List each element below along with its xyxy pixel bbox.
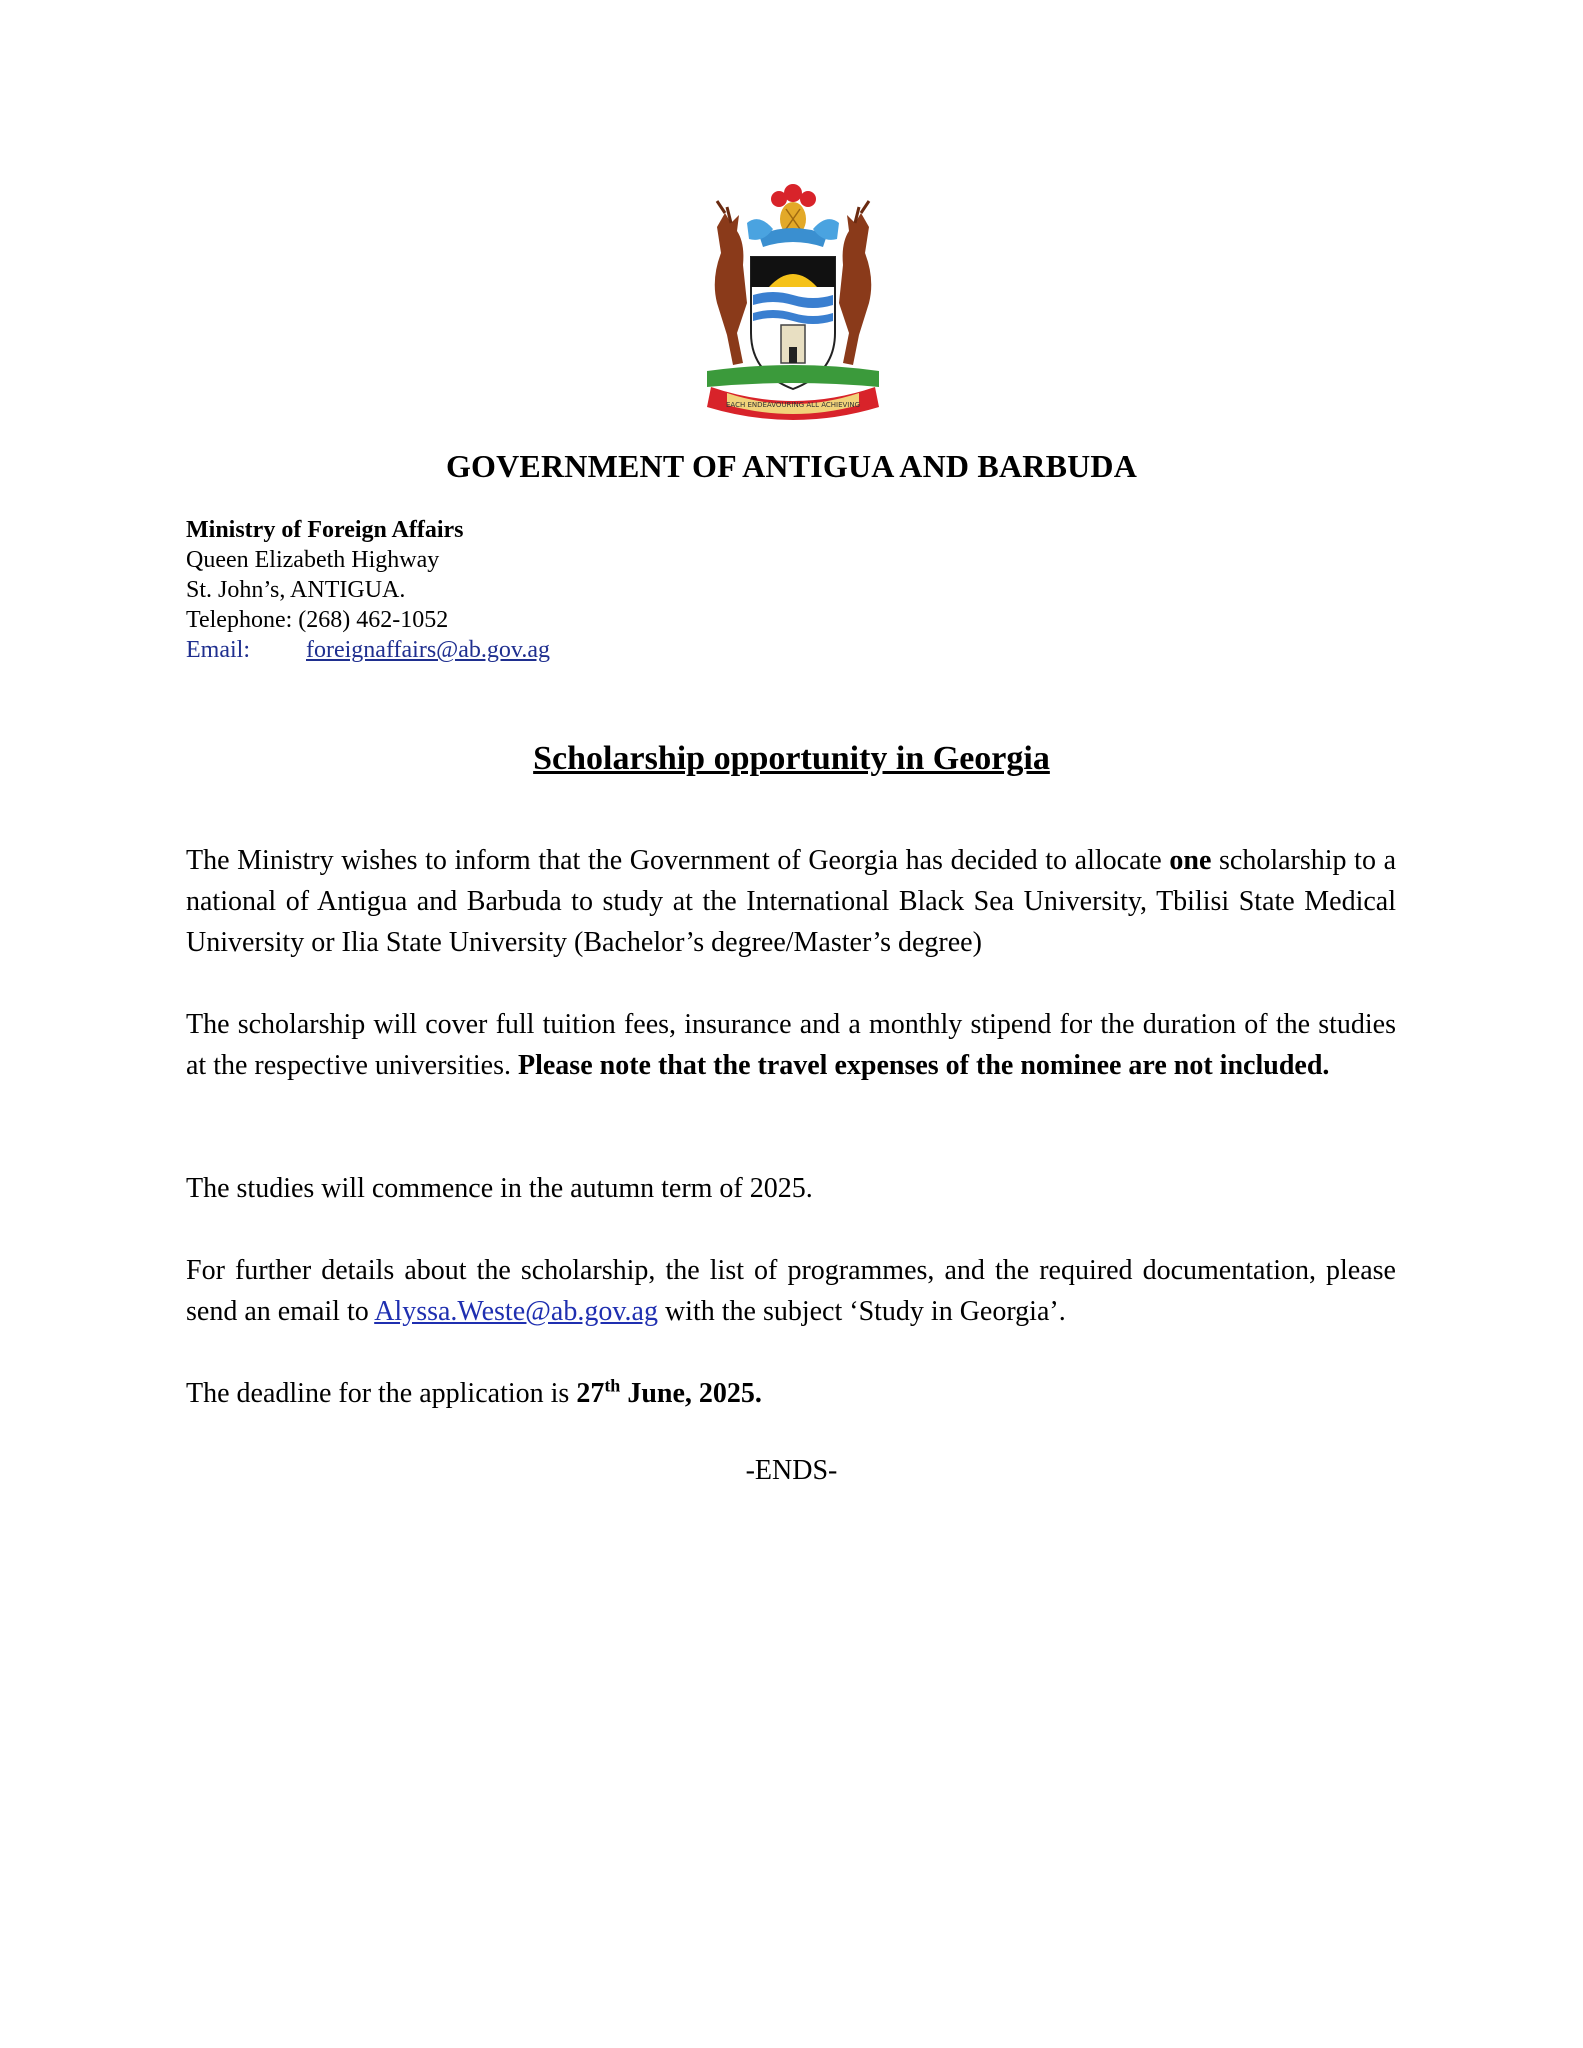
coat-of-arms-icon <box>687 183 899 423</box>
ministry-name: Ministry of Foreign Affairs <box>186 517 464 543</box>
paragraph-contact <box>186 1250 1396 1332</box>
ministry-address <box>186 515 550 665</box>
address-telephone: Telephone: (268) 462-1052 <box>186 607 449 633</box>
emphasis-text: one <box>1169 845 1212 876</box>
contact-email-link[interactable]: Alyssa.Weste@ab.gov.ag <box>374 1296 658 1327</box>
deadline-month-year: June, 2025. <box>620 1378 762 1409</box>
emphasis-text: Please note that the travel expenses of the nominee are not included. <box>518 1050 1330 1081</box>
address-street: Queen Elizabeth Highway <box>186 547 440 573</box>
svg-text:EACH ENDEAVOURING ALL ACHIEVI: EACH ENDEAVOURING ALL ACHIEVING <box>725 401 861 409</box>
paragraph-text: The scholarship will cover full tuition fees, insurance and a monthly stipend for the duration of the studies at the respective universities. <box>186 1009 1396 1081</box>
email-label: Email: <box>186 637 250 663</box>
deadline-day: 27 <box>576 1378 605 1409</box>
paragraph-text: The Ministry wishes to inform that the Government of Georgia has decided to allocate <box>186 845 1170 876</box>
paragraph-text: with the subject ‘Study in Georgia’. <box>657 1296 1066 1327</box>
ministry-email-link[interactable]: foreignaffairs@ab.gov.ag <box>306 637 551 663</box>
paragraph-allocation <box>186 840 1396 963</box>
address-email-row <box>186 635 550 665</box>
document-title: Scholarship opportunity in Georgia <box>533 740 1050 777</box>
government-title: GOVERNMENT OF ANTIGUA AND BARBUDA <box>445 448 1138 484</box>
deadline-date <box>576 1375 762 1409</box>
paragraph-deadline <box>186 1373 1396 1414</box>
address-city: St. John’s, ANTIGUA. <box>186 577 406 603</box>
paragraph-text: The deadline for the application is <box>186 1378 577 1409</box>
paragraph-commencement: The studies will commence in the autumn term of 2025. <box>186 1173 813 1204</box>
ends-marker: -ENDS- <box>745 1455 838 1486</box>
paragraph-text: For further details about the scholarship, the list of programmes, and the required documentation, please send an email to <box>186 1255 1396 1327</box>
paragraph-coverage <box>186 1004 1396 1086</box>
deadline-day-suffix: th <box>604 1375 621 1396</box>
paragraph-text: scholarship to a national of Antigua and Barbuda to study at the International Black Sea University, Tbilisi State Medical University or Ilia State University (Bachelor’s degree/Master’s degree) <box>186 845 1396 958</box>
